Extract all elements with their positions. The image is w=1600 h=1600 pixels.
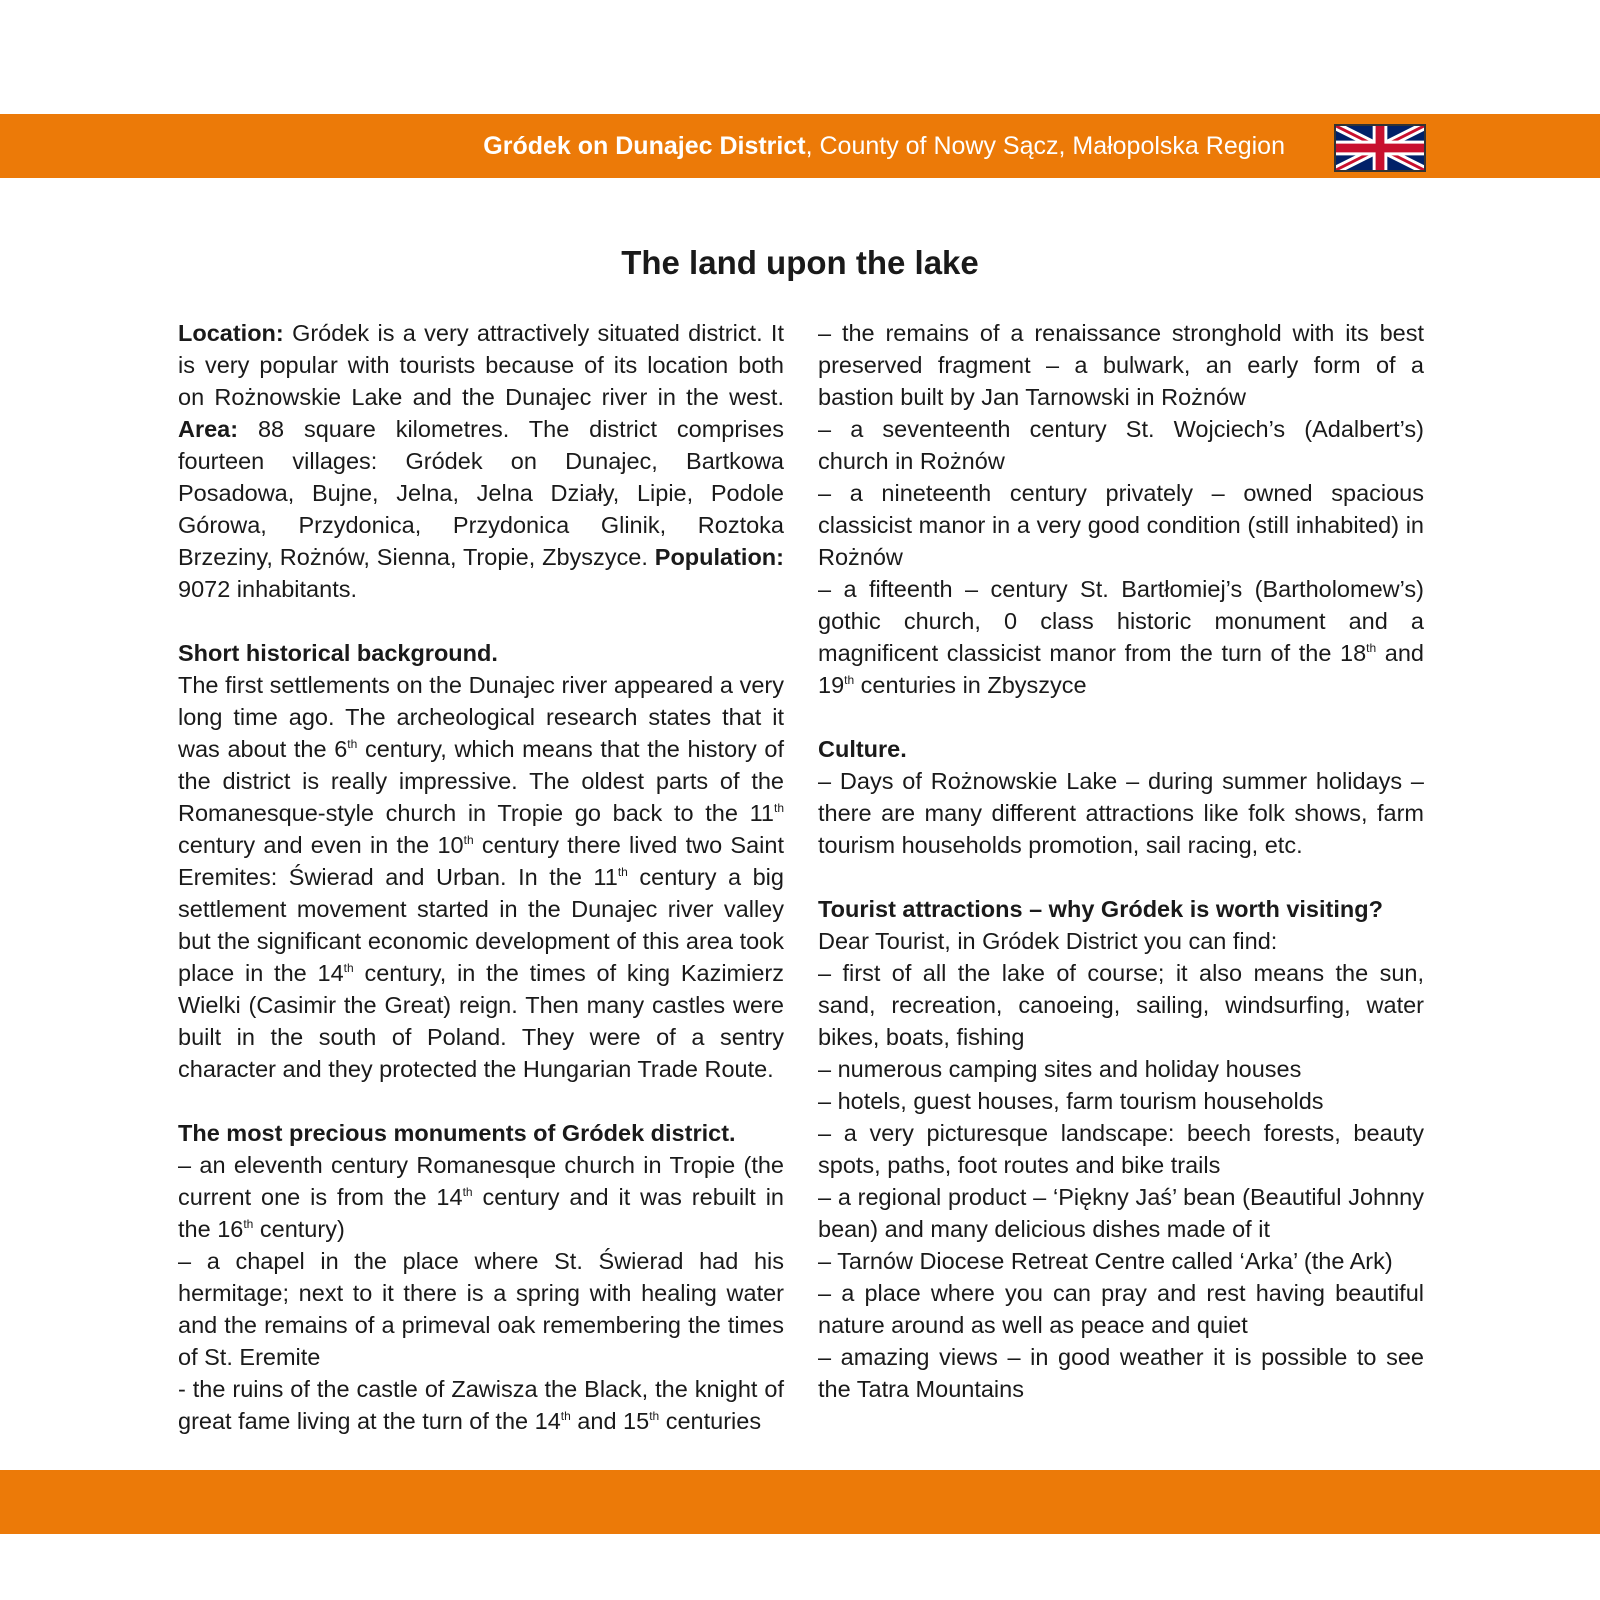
area-text: 88 square kilometres. The district comprises fourteen villages: Gródek on Dunajec, Bartkowa Posadowa, Bujne, Jelna, Jelna Działy, Lipie, Podole Górowa, Przydonica, Przydonica Glinik, Roztoka Brzeziny, Rożnów, Sienna, Tropie, Zbyszyce. xyxy=(178,416,784,570)
superscript: th xyxy=(649,1409,660,1424)
attraction-item: – first of all the lake of course; it also means the sun, sand, recreation, canoeing, sailing, windsurfing, water bikes, boats, fishing xyxy=(818,960,1424,1050)
attraction-item: – hotels, guest houses, farm tourism households xyxy=(818,1088,1324,1114)
superscript: th xyxy=(1366,641,1377,656)
history-text: The first settlements on the Dunajec river appeared a very long time ago. The archeological research states that it was about the 6 xyxy=(178,672,784,762)
page-title: The land upon the lake xyxy=(621,244,979,281)
monument-item: – a chapel in the place where St. Świerad had his hermitage; next to it there is a spring with healing water and the remains of a primeval oak remembering the times of St. Eremite xyxy=(178,1248,784,1370)
monument-item xyxy=(178,1373,784,1437)
attraction-item: – numerous camping sites and holiday houses xyxy=(818,1056,1302,1082)
monuments-heading: The most precious monuments of Gródek district. xyxy=(178,1120,736,1146)
history-text: century there lived two Saint Eremites: Świerad and Urban. In the 11 xyxy=(178,832,784,890)
monument-text: and 19 xyxy=(818,640,1424,698)
attraction-item: – a very picturesque landscape: beech forests, beauty spots, paths, foot routes and bike trails xyxy=(818,1120,1424,1178)
history-heading: Short historical background. xyxy=(178,640,498,666)
monument-text: – a fifteenth – century St. Bartłomiej’s (Bartholomew’s) gothic church, 0 class historic monument and a magnificent classicist manor from the turn of the 18 xyxy=(818,576,1424,666)
population-text: 9072 inhabitants. xyxy=(178,576,358,602)
monument-item xyxy=(818,573,1424,701)
area-label: Area: xyxy=(178,416,239,442)
monument-text: and 15 xyxy=(570,1408,650,1434)
attraction-item: – Tarnów Diocese Retreat Centre called ‘Arka’ (the Ark) xyxy=(818,1248,1393,1274)
monument-text: century and it was rebuilt in the 16 xyxy=(178,1184,784,1242)
history-text: century a big settlement movement started in the Dunajec river valley but the significant economic development of this area took place in the 14 xyxy=(178,864,784,986)
attraction-item: – amazing views – in good weather it is possible to see the Tatra Mountains xyxy=(818,1344,1424,1402)
monument-text: century) xyxy=(253,1216,345,1242)
superscript: th xyxy=(617,865,628,880)
attraction-item: – a place where you can pray and rest having beautiful nature around as well as peace and quiet xyxy=(818,1280,1424,1338)
left-column xyxy=(178,317,784,1437)
superscript: th xyxy=(347,737,358,752)
monument-text: centuries xyxy=(659,1408,762,1434)
superscript: th xyxy=(560,1409,571,1424)
attractions-heading: Tourist attractions – why Gródek is worth visiting? xyxy=(818,896,1383,922)
uk-flag-icon xyxy=(1334,124,1426,172)
superscript: th xyxy=(773,801,784,816)
population-label: Population: xyxy=(654,544,784,570)
history-text: century and even in the 10 xyxy=(178,832,464,858)
intro-paragraph xyxy=(178,317,784,605)
history-paragraph xyxy=(178,669,784,1085)
superscript: th xyxy=(243,1217,254,1232)
monument-item xyxy=(178,1149,784,1245)
location-text: Gródek is a very attractively situated district. It is very popular with tourists because of its location both on Rożnowskie Lake and the Dunajec river in the west. xyxy=(178,320,784,410)
monument-item: – a seventeenth century St. Wojciech’s (Adalbert’s) church in Rożnów xyxy=(818,416,1424,474)
culture-heading: Culture. xyxy=(818,736,907,762)
history-text: century, in the times of king Kazimierz Wielki (Casimir the Great) reign. Then many castles were built in the south of Poland. They were of a sentry character and they protected the Hungarian Trade Route. xyxy=(178,960,784,1082)
header-title xyxy=(483,131,1285,161)
monument-item: – the remains of a renaissance stronghold with its best preserved fragment – a bulwark, an early form of a bastion built by Jan Tarnowski in Rożnów xyxy=(818,320,1424,410)
monument-text: centuries in Zbyszyce xyxy=(854,672,1087,698)
superscript: th xyxy=(343,961,354,976)
history-text: century, which means that the history of the district is really impressive. The oldest parts of the Romanesque-style church in Tropie go back to the 11 xyxy=(178,736,784,826)
footer-band xyxy=(0,1470,1600,1534)
superscript: th xyxy=(462,1185,473,1200)
location-label: Location: xyxy=(178,320,284,346)
region-name: , County of Nowy Sącz, Małopolska Region xyxy=(805,132,1285,160)
monument-text: - the ruins of the castle of Zawisza the Black, the knight of great fame living at the turn of the 14 xyxy=(178,1376,784,1434)
superscript: th xyxy=(844,673,855,688)
right-column xyxy=(818,317,1424,1405)
attraction-item: – a regional product – ‘Piękny Jaś’ bean (Beautiful Johnny bean) and many delicious dishes made of it xyxy=(818,1184,1424,1242)
monument-item: – a nineteenth century privately – owned spacious classicist manor in a very good condition (still inhabited) in Rożnów xyxy=(818,480,1424,570)
attractions-intro: Dear Tourist, in Gródek District you can find: xyxy=(818,928,1278,954)
district-name: Gródek on Dunajec District xyxy=(483,132,806,160)
monument-text: – an eleventh century Romanesque church in Tropie (the current one is from the 14 xyxy=(178,1152,784,1210)
superscript: th xyxy=(463,833,474,848)
culture-item: – Days of Rożnowskie Lake – during summer holidays – there are many different attractions like folk shows, farm tourism households promotion, sail racing, etc. xyxy=(818,768,1424,858)
